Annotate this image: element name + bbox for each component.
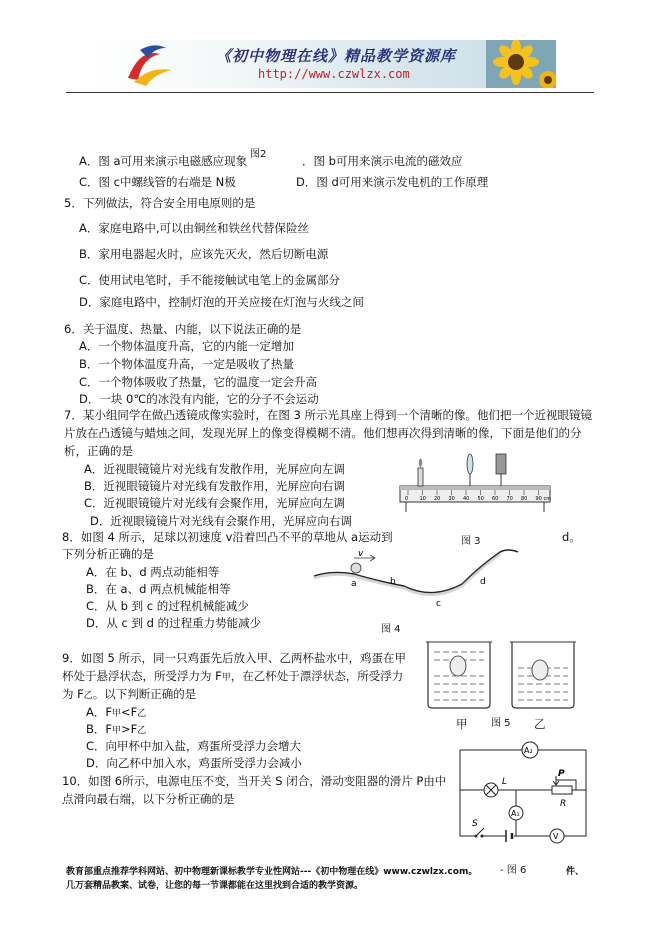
point-c-label: c xyxy=(436,599,441,609)
logo-icon xyxy=(120,40,180,88)
q8-option-c: C．从 b 到 c 的过程机械能减少 xyxy=(86,599,249,613)
ammeter-a2-label: A₂ xyxy=(524,746,533,755)
ruler-tick-label: 90 cm xyxy=(535,496,552,502)
q9-stem-line1: 9．如图 5 所示，同一只鸡蛋先后放入甲、乙两杯盐水中，鸡蛋在甲 xyxy=(62,651,406,665)
point-a-label: a xyxy=(351,579,357,589)
q7-option-b: B．近视眼镜镜片对光线有发散作用，光屏应向右调 xyxy=(84,479,345,493)
ruler-tick-label: 50 xyxy=(477,496,484,502)
ruler-tick-label: 60 xyxy=(492,496,499,502)
voltmeter-v-label: V xyxy=(553,832,559,841)
q8-stem-line1: 8．如图 4 所示，足球以初速度 v沿着凹凸不平的草地从 a运动到 xyxy=(62,530,393,544)
ruler-tick-label: 0 xyxy=(405,496,409,502)
two-cups-figure xyxy=(422,638,592,712)
q8-option-d: D．从 c 到 d 的过程重力势能减少 xyxy=(86,616,262,630)
q4-option-a: A．图 a可用来演示电磁感应现象 xyxy=(79,154,248,168)
banner-url: http://www.czwlzx.com xyxy=(258,67,410,81)
q5-option-a: A．家庭电路中,可以由铜丝和铁丝代替保险丝 xyxy=(79,221,310,235)
header-banner xyxy=(94,40,556,88)
point-b-label: b xyxy=(390,577,396,587)
q10-stem-line2: 点滑向最右端，以下分析正确的是 xyxy=(62,792,235,806)
q9-stem-line3: 为 F乙。以下判断正确的是 xyxy=(62,687,197,701)
q6-option-c: C．一个物体吸收了热量，它的温度一定会升高 xyxy=(79,375,318,389)
figure-3-label: 图 3 xyxy=(461,536,481,547)
hill-curve-figure xyxy=(312,548,522,612)
q10-stem-line1: 10．如图 6所示，电源电压不变，当开关 S 闭合，滑动变阻器的滑片 P由中 xyxy=(62,774,447,788)
footer-line1-tail: 件、 xyxy=(566,867,585,877)
q4-option-b: ．图 b可用来演示电流的磁效应 xyxy=(302,154,463,168)
ruler-tick-label: 80 xyxy=(521,496,528,502)
ruler-tick-label: 10 xyxy=(419,496,426,502)
lamp-l-label: L xyxy=(502,777,508,787)
ruler-tick-label: 30 xyxy=(448,496,455,502)
ammeter-a1-label: A₁ xyxy=(511,809,520,818)
q7-option-a: A．近视眼镜镜片对光线有发散作用，光屏应向左调 xyxy=(84,462,345,476)
cup-yi-label: 乙 xyxy=(534,717,546,731)
figure-6-label: - 图 6 xyxy=(500,865,527,876)
ruler-tick-label: 20 xyxy=(434,496,441,502)
q4-option-c: C．图 c中螺线管的右端是 N极 xyxy=(79,175,236,189)
cup-jia xyxy=(426,642,492,708)
figure-5-label: 图 5 xyxy=(491,718,511,729)
q9-option-c: C．向甲杯中加入盐，鸡蛋所受浮力会增大 xyxy=(86,739,302,753)
q9-option-b: B．F甲>F乙 xyxy=(86,722,147,736)
figure-4-label: 图 4 xyxy=(381,624,401,635)
q8-option-b: B．在 a、d 两点机械能相等 xyxy=(86,582,231,596)
q7-stem-line3: 析，正确的是 xyxy=(64,444,133,458)
q5-stem: 5．下列做法，符合安全用电原则的是 xyxy=(64,196,256,210)
velocity-label: v xyxy=(358,549,364,559)
q7-option-d: D．近视眼镜镜片对光线有会聚作用，光屏应向右调 xyxy=(90,514,352,528)
q5-option-d: D．家庭电路中，控制灯泡的开关应接在灯泡与火线之间 xyxy=(79,295,364,309)
optical-bench-figure xyxy=(396,450,556,520)
point-d-label: d xyxy=(480,577,486,587)
circuit-figure xyxy=(456,740,596,844)
q6-option-d: D．一块 0℃的冰没有内能，它的分子不会运动 xyxy=(79,392,319,406)
q5-option-b: B．家用电器起火时，应该先灭火，然后切断电源 xyxy=(79,247,329,261)
sunflower-icon xyxy=(486,40,556,88)
q7-stem-line2: 片放在凸透镜与蜡烛之间，发现光屏上的像变得模糊不清。他们想再次得到清晰的像，下面是他们的分 xyxy=(64,426,582,440)
footer-line1: 教育部重点推荐学科网站、初中物理新课标教学专业性网站---《初中物理在线》www.czwlzx.com。 xyxy=(66,867,478,877)
figure-2-label: 图2 xyxy=(250,149,267,160)
q8-stem-line2: 下列分析正确的是 xyxy=(62,547,154,561)
footer-line2: 几万套精品教案、试卷，让您的每一节课都能在这里找到合适的教学资源。 xyxy=(66,881,364,891)
q9-stem-line2: 杯处于悬浮状态，所受浮力为 F甲，在乙杯处于漂浮状态，所受浮力 xyxy=(62,669,404,683)
q6-option-b: B．一个物体温度升高，一定是吸收了热量 xyxy=(79,357,294,371)
q4-option-d: D．图 d可用来演示发电机的工作原理 xyxy=(296,175,489,189)
ruler-tick-label: 40 xyxy=(463,496,470,502)
switch-s-label: S xyxy=(472,819,478,829)
q9-option-a: A．F甲<F乙 xyxy=(86,705,147,719)
banner-title: 《初中物理在线》精品教学资源库 xyxy=(216,47,457,65)
q5-option-c: C．使用试电笔时，手不能接触试电笔上的金属部分 xyxy=(79,273,341,287)
q9-option-d: D．向乙杯中加入水，鸡蛋所受浮力会减小 xyxy=(86,756,302,770)
cup-jia-label: 甲 xyxy=(456,717,468,731)
slider-p-label: P xyxy=(558,769,565,779)
header-rule xyxy=(66,92,594,93)
cup-yi xyxy=(510,642,576,708)
q7-stem-line1: 7．某小组同学在做凸透镜成像实验时，在图 3 所示光具座上得到一个清晰的像。他们把一个近视眼镜镜 xyxy=(64,408,592,422)
q6-option-a: A．一个物体温度升高，它的内能一定增加 xyxy=(79,339,294,353)
ruler-tick-label: 70 xyxy=(506,496,513,502)
q8-stem-line1-end: d。 xyxy=(562,530,581,544)
q8-option-a: A．在 b、d 两点动能相等 xyxy=(86,565,220,579)
resistor-r-label: R xyxy=(560,799,567,809)
q6-stem: 6．关于温度、热量、内能，以下说法正确的是 xyxy=(64,322,302,336)
q7-option-c: C．近视眼镜镜片对光线有会聚作用，光屏应向左调 xyxy=(84,496,346,510)
